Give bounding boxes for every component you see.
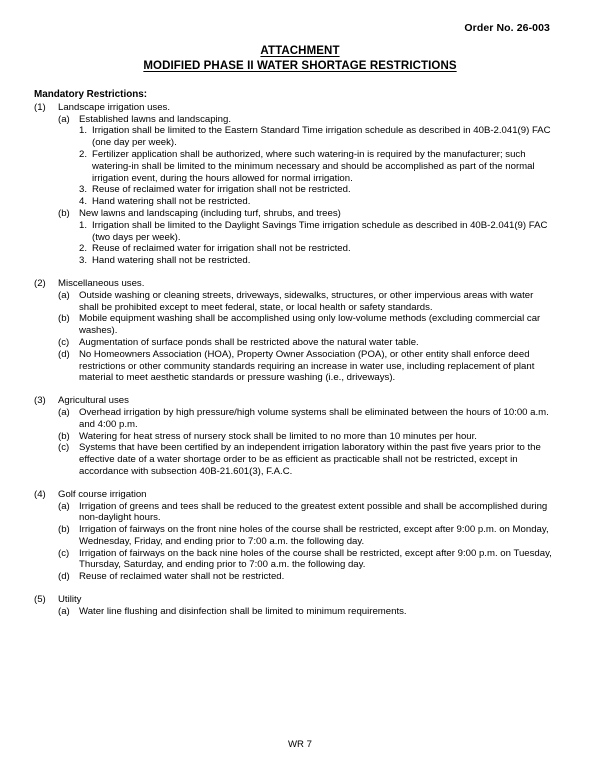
section-1b-item-3-text: Hand watering shall not be restricted.	[92, 255, 251, 267]
section-4c-text: Irrigation of fairways on the back nine holes of the course shall be restricted, except after 9:00 p.m. on Tuesday, Thursday, Saturday, and ending prior to 7:00 a.m. the following day.	[79, 547, 552, 571]
section-4c	[58, 548, 554, 572]
section-2d-text: No Homeowners Association (HOA), Property Owner Association (POA), or other entity shall enforce deed restrictions or other community standards requiring an increase in water use, including replacement of plant material to meet aesthetic standards or pressure washing (i.e., driveways).	[79, 348, 535, 384]
spacer	[34, 384, 554, 395]
mandatory-restrictions-heading: Mandatory Restrictions:	[34, 89, 148, 100]
section-5a-marker: (a)	[58, 605, 70, 617]
section-3b-marker: (b)	[58, 430, 70, 442]
spacer	[34, 478, 554, 489]
section-3-marker: (3)	[34, 395, 46, 407]
section-2d-marker: (d)	[58, 348, 70, 360]
section-1	[34, 102, 554, 114]
section-1b-item-3	[79, 255, 554, 267]
section-4d-text: Reuse of reclaimed water shall not be restricted.	[79, 571, 285, 583]
section-4d	[58, 571, 554, 583]
section-3c-marker: (c)	[58, 442, 70, 454]
section-5	[34, 594, 554, 606]
section-5a-text: Water line flushing and disinfection shall be limited to minimum requirements.	[79, 605, 407, 617]
section-2a-text: Outside washing or cleaning streets, driveways, sidewalks, structures, or other impervious areas with water shall be prohibited except to meet federal, state, or local health or safety standards.	[79, 289, 534, 313]
section-1a-item-4	[79, 196, 554, 208]
section-1a-item-4-text: Hand watering shall not be restricted.	[92, 196, 251, 208]
section-2c	[58, 337, 554, 349]
section-3-label: Agricultural uses	[58, 395, 129, 407]
section-4-marker: (4)	[34, 488, 46, 500]
section-4c-marker: (c)	[58, 547, 70, 559]
document-body	[34, 89, 554, 618]
section-2b-text: Mobile equipment washing shall be accomplished using only low-volume methods (excluding commercial car washes).	[79, 313, 541, 337]
spacer	[34, 583, 554, 594]
section-3b-text: Watering for heat stress of nursery stock shall be limited to no more than 10 minutes per hour.	[79, 430, 477, 442]
section-4a-text: Irrigation of greens and tees shall be reduced to the greatest extent possible and shall be accomplished during non-daylight hours.	[79, 500, 548, 524]
document-subtitle-text: MODIFIED PHASE II WATER SHORTAGE RESTRICTIONS	[143, 60, 457, 72]
section-5-label: Utility	[58, 594, 82, 606]
section-4b-marker: (b)	[58, 524, 70, 536]
section-1b-item-1-marker: 1.	[79, 219, 88, 231]
section-1b-item-2-marker: 2.	[79, 243, 88, 255]
section-1b-label: New lawns and landscaping (including turf, shrubs, and trees)	[79, 207, 341, 219]
section-2-marker: (2)	[34, 277, 46, 289]
section-1a-item-1	[79, 125, 554, 149]
section-1a-label: Established lawns and landscaping.	[79, 113, 232, 125]
section-1b-item-1	[79, 220, 554, 244]
section-4	[34, 489, 554, 501]
section-1a-item-3-text: Reuse of reclaimed water for irrigation shall not be restricted.	[92, 184, 351, 196]
document-title-block	[0, 44, 600, 74]
section-1a	[58, 114, 554, 126]
section-1a-item-2-marker: 2.	[79, 148, 88, 160]
section-4a-marker: (a)	[58, 500, 70, 512]
section-2c-marker: (c)	[58, 336, 70, 348]
spacer	[34, 267, 554, 278]
section-3a	[58, 407, 554, 431]
section-5a	[58, 606, 554, 618]
section-2d	[58, 349, 554, 384]
section-1b-item-2-text: Reuse of reclaimed water for irrigation shall not be restricted.	[92, 243, 351, 255]
section-3c	[58, 442, 554, 477]
section-4d-marker: (d)	[58, 571, 70, 583]
section-2b	[58, 313, 554, 337]
section-3a-marker: (a)	[58, 406, 70, 418]
section-1a-item-1-marker: 1.	[79, 125, 88, 137]
section-2c-text: Augmentation of surface ponds shall be restricted above the natural water table.	[79, 336, 419, 348]
section-1-label: Landscape irrigation uses.	[58, 101, 170, 113]
section-2	[34, 278, 554, 290]
section-4-label: Golf course irrigation	[58, 488, 147, 500]
section-1a-item-3-marker: 3.	[79, 184, 88, 196]
section-1b-item-2	[79, 243, 554, 255]
section-1b-item-1-text: Irrigation shall be limited to the Daylight Savings Time irrigation schedule as described in 40B-2.041(9) FAC (two days per week).	[92, 219, 548, 243]
section-1b-item-3-marker: 3.	[79, 255, 88, 267]
attachment-title	[0, 44, 600, 59]
section-1a-marker: (a)	[58, 113, 70, 125]
section-2b-marker: (b)	[58, 313, 70, 325]
section-4b-text: Irrigation of fairways on the front nine holes of the course shall be restricted, except after 9:00 p.m. on Monday, Wednesday, Friday, and ending prior to 7:00 a.m. the following day.	[79, 524, 549, 547]
section-3c-text: Systems that have been certified by an independent irrigation laboratory within the past five years prior to the effective date of a water shortage order to be as efficient as practicable shall not be restricted, except in accordance with subsection 40B-21.601(3), F.A.C.	[79, 442, 541, 477]
section-2a-marker: (a)	[58, 289, 70, 301]
section-1-marker: (1)	[34, 101, 46, 113]
page-footer	[0, 739, 600, 750]
section-2-label: Miscellaneous uses.	[58, 277, 145, 289]
attachment-title-text: ATTACHMENT	[260, 45, 340, 57]
section-5-marker: (5)	[34, 594, 46, 606]
section-3a-text: Overhead irrigation by high pressure/high volume systems shall be eliminated between the hours of 10:00 a.m. and 4:00 p.m.	[79, 406, 549, 430]
order-number: Order No. 26-003	[464, 22, 550, 34]
section-1a-item-1-text: Irrigation shall be limited to the Eastern Standard Time irrigation schedule as described in 40B-2.041(9) FAC (one day per week).	[92, 125, 551, 149]
page-label: WR 7	[288, 739, 312, 750]
section-1b	[58, 208, 554, 220]
section-4b	[58, 524, 554, 548]
section-3b	[58, 431, 554, 443]
section-1a-item-2-text: Fertilizer application shall be authorized, where such watering-in is required by the manufacturer; such watering-in shall be limited to the minimum necessary and should be accomplished as part of the normal irrigation event, during the hours allowed for normal irrigation.	[92, 148, 535, 184]
section-1a-item-4-marker: 4.	[79, 196, 88, 208]
section-1b-marker: (b)	[58, 207, 70, 219]
section-2a	[58, 290, 554, 314]
section-4a	[58, 501, 554, 525]
document-subtitle	[0, 59, 600, 74]
section-1a-item-2	[79, 149, 554, 184]
section-3	[34, 395, 554, 407]
section-1a-item-3	[79, 184, 554, 196]
